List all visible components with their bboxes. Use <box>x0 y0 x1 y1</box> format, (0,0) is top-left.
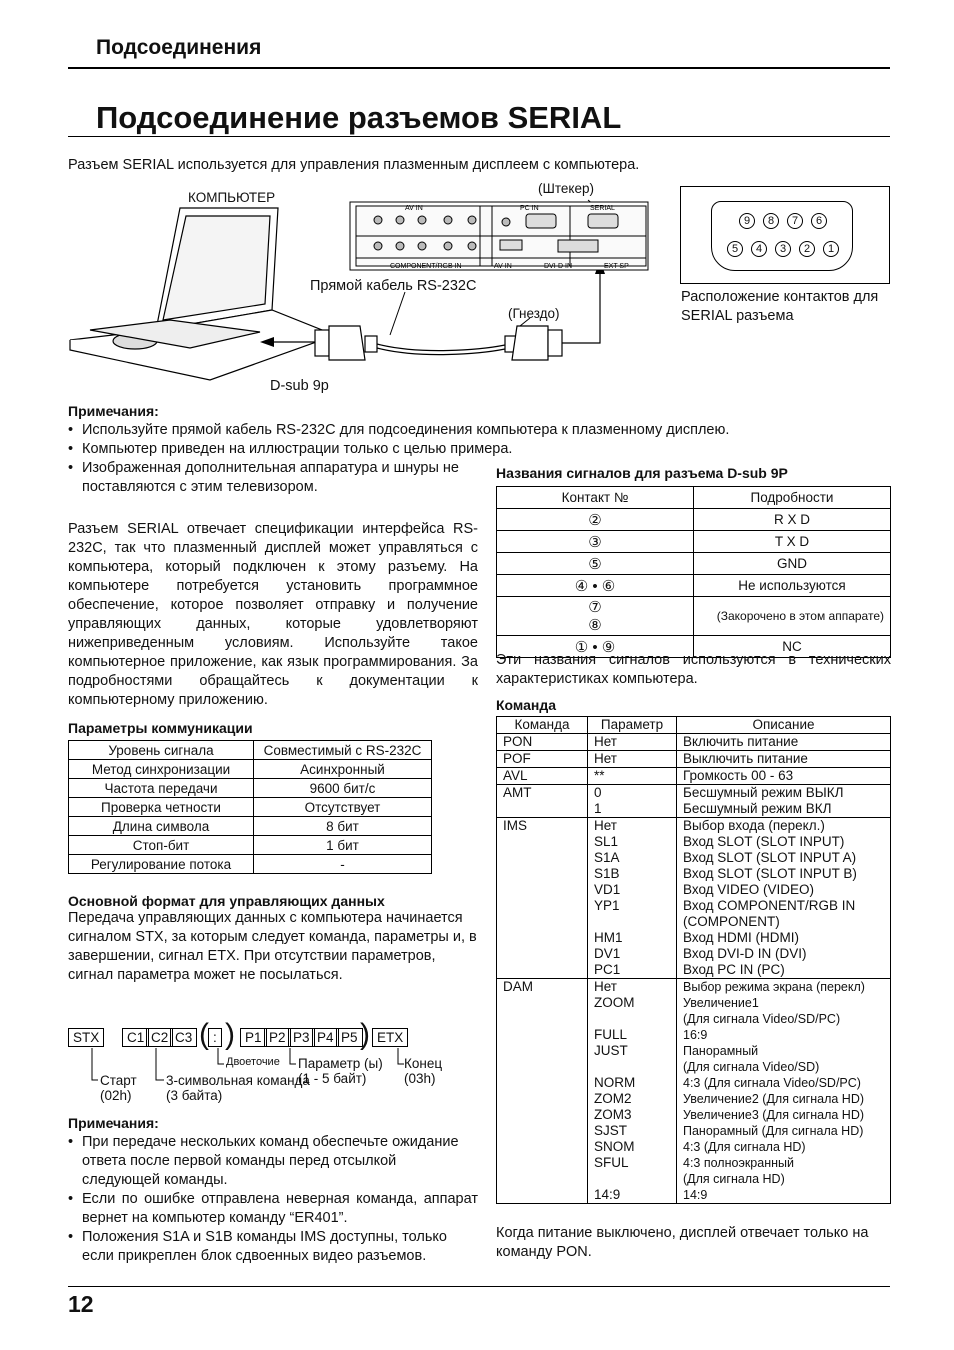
svg-text:DVI-D IN: DVI-D IN <box>544 263 572 270</box>
pin: 4 <box>751 241 767 257</box>
commands-cell: ** <box>588 768 677 785</box>
comm-cell: 9600 бит/с <box>254 779 432 798</box>
signals-cell: (Закорочено в этом аппарате) <box>694 597 891 636</box>
pin-layout-box <box>680 186 890 284</box>
signals-cell: Не используются <box>694 575 891 597</box>
param-label: Параметр (ы) (1 - 5 байт) <box>298 1056 383 1086</box>
format-block <box>68 893 478 985</box>
comm-cell: 1 бит <box>254 836 432 855</box>
pin: 6 <box>811 213 827 229</box>
comm-row <box>69 760 432 779</box>
note-item: • При передаче нескольких команд обеспечьте ожидание ответа после первой команды перед отсылкой следующей команды. <box>68 1133 478 1190</box>
signals-cell: ② <box>497 509 694 531</box>
note-item: • Если по ошибке отправлена неверная команда, аппарат вернет на компьютер команду “ER401”. <box>68 1190 478 1228</box>
pin: 7 <box>787 213 803 229</box>
pins-bottom-row <box>727 241 839 257</box>
comm-row <box>69 741 432 760</box>
notes-block-2 <box>68 1115 478 1266</box>
colon-label: Двоеточие <box>226 1056 280 1068</box>
commands-header: Команда <box>497 717 588 734</box>
etx-box: ETX <box>372 1028 408 1047</box>
cmd-box: C2 <box>146 1028 173 1047</box>
commands-header: Описание <box>677 717 891 734</box>
connection-diagram <box>60 180 900 400</box>
format-title: Основной формат для управляющих данных <box>68 893 385 909</box>
signals-cell: ⑤ <box>497 553 694 575</box>
commands-cell: Выбор режима экрана (перекл) Увеличение1 (Для сигнала Video/SD/PC) 16:9 Панорамный (Для сигнала Video/SD) 4:3 (Для сигнала Video/SD/PC) Увеличение2 (Для сигнала HD) Увеличение3 (Для сигнала HD) Панорамный (Для сигнала HD) 4:3 (Для сигнала HD) 4:3 полноэкранный (Для сигнала HD) 14:9 <box>677 979 891 1204</box>
signals-row <box>497 553 891 575</box>
socket-label: (Гнездо) <box>508 306 560 321</box>
svg-text:EXT SP: EXT SP <box>604 263 629 270</box>
signals-row <box>497 531 891 553</box>
comm-cell: Совместимый с RS-232C <box>254 741 432 760</box>
note-item: • Используйте прямой кабель RS-232C для подсоединения компьютера к плазменному дисплею. <box>68 421 898 440</box>
signals-title: Названия сигналов для разъема D-sub 9P <box>496 465 788 481</box>
cmd-box: C3 <box>170 1028 197 1047</box>
computer-label: КОМПЬЮТЕР <box>188 190 276 205</box>
commands-row <box>497 734 891 751</box>
comm-cell: Регулирование потока <box>69 855 254 874</box>
commands-footer: Когда питание выключено, дисплей отвечает только на команду PON. <box>496 1225 869 1260</box>
laptop-icon <box>70 208 322 380</box>
signals-cell: ⑦ ⑧ <box>497 597 694 636</box>
pin: 9 <box>739 213 755 229</box>
commands-cell: 0 1 <box>588 785 677 818</box>
rear-panel <box>350 202 648 270</box>
comm-row <box>69 855 432 874</box>
signals-cell: T X D <box>694 531 891 553</box>
page-number: 12 <box>68 1291 94 1317</box>
commands-cell: Нет <box>588 734 677 751</box>
commands-cell: AVL <box>497 768 588 785</box>
format-text: Передача управляющих данных с компьютера начинается сигналом STX, за которым следует команда, параметры и, в завершении, сигнал ETX. При отсутствии параметров, сигнал параметра может не посылаться. <box>68 910 477 983</box>
pin: 1 <box>823 241 839 257</box>
cmd-label: 3-символьная команда (3 байта) <box>166 1073 310 1103</box>
note-item: • Компьютер приведен на иллюстрации только с целью примера. <box>68 440 898 459</box>
commands-cell: PON <box>497 734 588 751</box>
stx-box: STX <box>68 1028 104 1047</box>
commands-cell: Бесшумный режим ВЫКЛ Бесшумный режим ВКЛ <box>677 785 891 818</box>
pin: 5 <box>727 241 743 257</box>
comm-row <box>69 817 432 836</box>
pin: 3 <box>775 241 791 257</box>
notes-title: Примечания: <box>68 403 159 419</box>
commands-row <box>497 768 891 785</box>
dsub-label: D-sub 9p <box>270 378 329 394</box>
comm-cell: Проверка четности <box>69 798 254 817</box>
signals-row <box>497 597 891 636</box>
commands-cell: IMS <box>497 818 588 979</box>
commands-cell: Нет ZOOM FULL JUST NORM ZOM2 ZOM3 SJST SNOM SFUL 14:9 <box>588 979 677 1204</box>
param-box: P2 <box>264 1028 291 1047</box>
signals-cell: GND <box>694 553 891 575</box>
cmd-box: C1 <box>122 1028 149 1047</box>
comm-cell: 8 бит <box>254 817 432 836</box>
notes-title: Примечания: <box>68 1115 159 1131</box>
intro-text: Разъем SERIAL используется для управления плазменным дисплеем с компьютера. <box>68 157 640 173</box>
svg-text:PC IN: PC IN <box>520 205 539 212</box>
commands-row <box>497 818 891 979</box>
end-label: Конец (03h) <box>404 1056 443 1086</box>
bracket-open: ( <box>199 1018 209 1051</box>
signals-cell: ③ <box>497 531 694 553</box>
comm-cell: Асинхронный <box>254 760 432 779</box>
comm-cell: Стоп-бит <box>69 836 254 855</box>
signals-cell: ① • ⑨ <box>497 636 694 658</box>
commands-cell: Выбор входа (перекл.) Вход SLOT (SLOT INPUT) Вход SLOT (SLOT INPUT A) Вход SLOT (SLOT INPUT B) Вход VIDEO (VIDEO) Вход COMPONENT/RGB IN (COMPONENT) Вход HDMI (HDMI) Вход DVI-D IN (DVI) Вход PC IN (PC) <box>677 818 891 979</box>
plug-label: (Штекер) <box>538 181 594 196</box>
format-diagram <box>68 1018 478 1108</box>
commands-cell: POF <box>497 751 588 768</box>
spec-text: Разъем SERIAL отвечает спецификации интерфейса RS-232C, так что плазменный дисплей может управляться с компьютера, который подключен к этому разъему. На компьютере потребуется установить программное обеспечение, которое позволяет отправку и получение управляющих данных, которые удовлетворяют нижеприведенным условиям. Используйте такое компьютерное приложение, как язык программирования. За подробностями обращайтесь к документации к компьютерному приложению. <box>68 521 478 708</box>
bracket-close: ) <box>360 1018 370 1051</box>
pin: 2 <box>799 241 815 257</box>
commands-cell: Выключить питание <box>677 751 891 768</box>
footer-rule <box>68 1286 890 1287</box>
signals-cell: ④ • ⑥ <box>497 575 694 597</box>
page-title: Подсоединение разъемов SERIAL <box>96 100 622 135</box>
param-box: P5 <box>336 1028 363 1047</box>
dsub-connector-left <box>315 326 377 360</box>
commands-table <box>496 716 891 1204</box>
comm-title: Параметры коммуникации <box>68 720 253 736</box>
comm-cell: Уровень сигнала <box>69 741 254 760</box>
comm-cell: Отсутствует <box>254 798 432 817</box>
note-item: • Изображенная дополнительная аппаратура и шнуры не поставляются с этим телевизором. <box>68 459 482 497</box>
signals-table <box>496 486 891 658</box>
commands-cell: Громкость 00 - 63 <box>677 768 891 785</box>
signals-footer: Эти названия сигналов используются в технических характеристиках компьютера. <box>496 652 891 687</box>
svg-text:AV IN: AV IN <box>405 205 423 212</box>
bracket-mid: ) <box>225 1018 235 1051</box>
commands-row <box>497 979 891 1204</box>
title-rule <box>68 136 890 137</box>
header-rule <box>68 67 890 69</box>
pin: 8 <box>763 213 779 229</box>
comm-cell: - <box>254 855 432 874</box>
comm-row <box>69 779 432 798</box>
param-box: P1 <box>240 1028 267 1047</box>
pins-caption: Расположение контактов для SERIAL разъема <box>681 289 879 324</box>
commands-cell: Включить питание <box>677 734 891 751</box>
signals-row <box>497 509 891 531</box>
param-box: P4 <box>312 1028 339 1047</box>
commands-cell: AMT <box>497 785 588 818</box>
cable-label: Прямой кабель RS-232C <box>310 278 477 294</box>
comm-cell: Длина символа <box>69 817 254 836</box>
comm-cell: Частота передачи <box>69 779 254 798</box>
param-box: P3 <box>288 1028 315 1047</box>
comm-row <box>69 836 432 855</box>
section-title: Подсоединения <box>96 36 262 59</box>
comm-table <box>68 740 432 874</box>
pins-top-row <box>739 213 827 229</box>
signals-header: Контакт № <box>497 487 694 509</box>
notes-block-1 <box>68 403 898 497</box>
signals-row <box>497 575 891 597</box>
commands-row <box>497 751 891 768</box>
commands-cell: Нет <box>588 751 677 768</box>
commands-cell: Нет SL1 S1A S1B VD1 YP1 HM1 DV1 PC1 <box>588 818 677 979</box>
note-item: • Положения S1A и S1B команды IMS доступны, только если прикреплен блок сдвоенных видео разъемов. <box>68 1228 478 1266</box>
dsub-face <box>711 201 853 271</box>
dsub-connector-right <box>505 326 562 360</box>
signals-header: Подробности <box>694 487 891 509</box>
signals-cell: NC <box>694 636 891 658</box>
commands-row <box>497 785 891 818</box>
svg-text:SERIAL: SERIAL <box>590 205 615 212</box>
commands-header: Параметр <box>588 717 677 734</box>
commands-title: Команда <box>496 697 556 713</box>
start-label: Старт (02h) <box>100 1073 137 1103</box>
colon-box: : <box>208 1028 222 1047</box>
comm-row <box>69 798 432 817</box>
signals-cell: R X D <box>694 509 891 531</box>
svg-text:AV IN: AV IN <box>494 263 512 270</box>
svg-text:COMPONENT/RGB IN: COMPONENT/RGB IN <box>390 263 462 270</box>
comm-cell: Метод синхронизации <box>69 760 254 779</box>
commands-cell: DAM <box>497 979 588 1204</box>
